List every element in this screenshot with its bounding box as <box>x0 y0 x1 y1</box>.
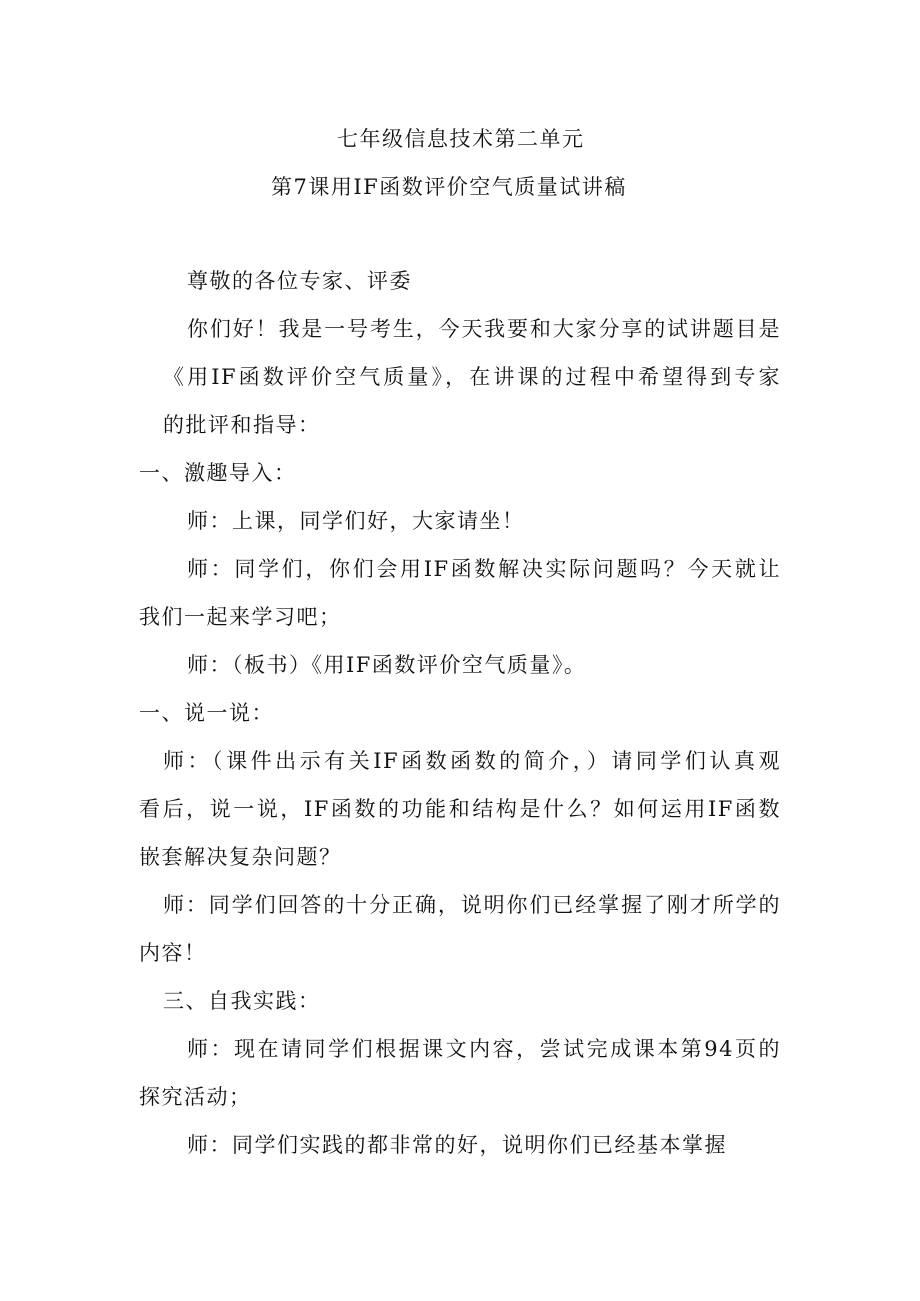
doc-title-lesson: 第7课用IF函数评价空气质量试讲稿 <box>271 175 627 199</box>
paragraph-line: 师：同学们实践的都非常的好，说明你们已经基本掌握 <box>187 1133 727 1157</box>
paragraph-line: 师：现在请同学们根据课文内容，尝试完成课本第94页的 <box>187 1037 781 1061</box>
paragraph-line: 看后，说一说，IF函数的功能和结构是什么？如何运用IF函数 <box>139 797 781 821</box>
paragraph-line: 《用IF函数评价空气质量》，在讲课的过程中希望得到专家 <box>163 365 781 389</box>
paragraph-line: 嵌套解决复杂问题？ <box>139 845 342 869</box>
doc-title-unit: 七年级信息技术第二单元 <box>337 127 585 151</box>
paragraph-line: 师：上课，同学们好，大家请坐！ <box>187 509 525 533</box>
paragraph-line: 探究活动； <box>139 1085 252 1109</box>
paragraph-line: 内容！ <box>139 941 207 965</box>
paragraph-line: 师：同学们，你们会用IF函数解决实际问题吗？今天就让 <box>187 557 781 581</box>
section-heading: 三、自我实践： <box>163 989 321 1013</box>
paragraph-line: 师：（课件出示有关IF函数函数的简介，）请同学们认真观 <box>163 749 781 773</box>
paragraph-line: 师：同学们回答的十分正确，说明你们已经掌握了刚才所学的 <box>163 893 781 917</box>
paragraph-line: 的批评和指导： <box>163 413 321 437</box>
section-heading: 一、说一说： <box>139 701 274 725</box>
salutation: 尊敬的各位专家、评委 <box>187 269 412 293</box>
paragraph-line: 师：（板书）《用IF函数评价空气质量》。 <box>187 653 587 677</box>
section-heading: 一、激趣导入： <box>139 461 297 485</box>
paragraph-line: 你们好！我是一号考生，今天我要和大家分享的试讲题目是 <box>187 317 781 341</box>
paragraph-line: 我们一起来学习吧； <box>139 605 342 629</box>
